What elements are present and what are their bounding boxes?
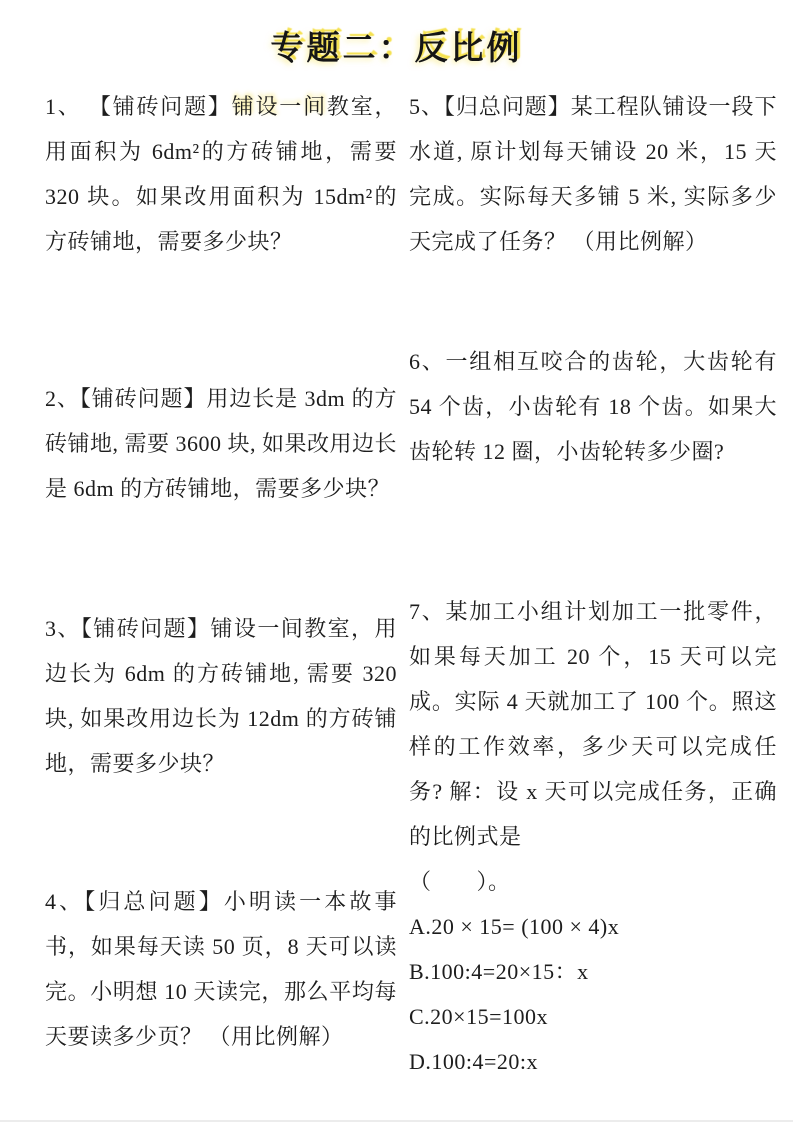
problem-7-option-c: C.20×15=100x xyxy=(409,1004,548,1029)
problem-6 xyxy=(409,339,777,474)
problem-5 xyxy=(409,84,777,264)
problem-1-highlighted-text: 铺设一间 xyxy=(231,94,327,119)
problem-7-answer-blank: （ ）。 xyxy=(409,869,511,894)
problem-2-text: 2、【铺砖问题】用边长是 3dm 的方砖铺地, 需要 3600 块, 如果改用边长是 6dm 的方砖铺地，需要多少块？ xyxy=(45,386,398,501)
problem-6-text: 6、一组相互咬合的齿轮，大齿轮有 54 个齿，小齿轮有 18 个齿。如果大齿轮转 12 圈，小齿轮转多少圈? xyxy=(409,349,777,464)
problem-7-option-b: B.100:4=20×15：x xyxy=(409,959,589,984)
problem-7-option-d: D.100:4=20:x xyxy=(409,1049,539,1074)
problem-7-text: 7、某加工小组计划加工一批零件，如果每天加工 20 个，15 天可以完成。实际 4 天就加工了 100 个。照这样的工作效率，多少天可以完成任务? 解：设 x 天可以完成任务，正确的比例式是 xyxy=(409,599,777,849)
problem-4-text: 4、【归总问题】小明读一本故事书，如果每天读 50 页，8 天可以读完。小明想 10 天读完，那么平均每天要读多少页？ （用比例解） xyxy=(45,889,397,1049)
problem-5-text: 5、【归总问题】某工程队铺设一段下水道, 原计划每天铺设 20 米，15 天完成。实际每天多铺 5 米, 实际多少天完成了任务？ （用比例解） xyxy=(409,94,777,254)
problem-7-option-a: A.20 × 15= (100 × 4)x xyxy=(409,914,620,939)
problem-4 xyxy=(45,879,397,1059)
problem-7 xyxy=(409,589,777,1084)
problem-1-prefix: 1、 【铺砖问题】 xyxy=(45,94,232,119)
problem-1 xyxy=(45,84,397,264)
page-title: 专题二：反比例 xyxy=(270,31,523,67)
problem-2 xyxy=(45,376,397,511)
problem-3 xyxy=(45,606,397,786)
problem-1-body: 教室，用面积为 6dm²的方砖铺地，需要 320 块。如果改用面积为 15dm²的方砖铺地，需要多少块？ xyxy=(45,94,397,254)
problem-3-text: 3、【铺砖问题】铺设一间教室，用边长为 6dm 的方砖铺地, 需要 320 块, 如果改用边长为 12dm 的方砖铺地，需要多少块？ xyxy=(45,616,397,776)
